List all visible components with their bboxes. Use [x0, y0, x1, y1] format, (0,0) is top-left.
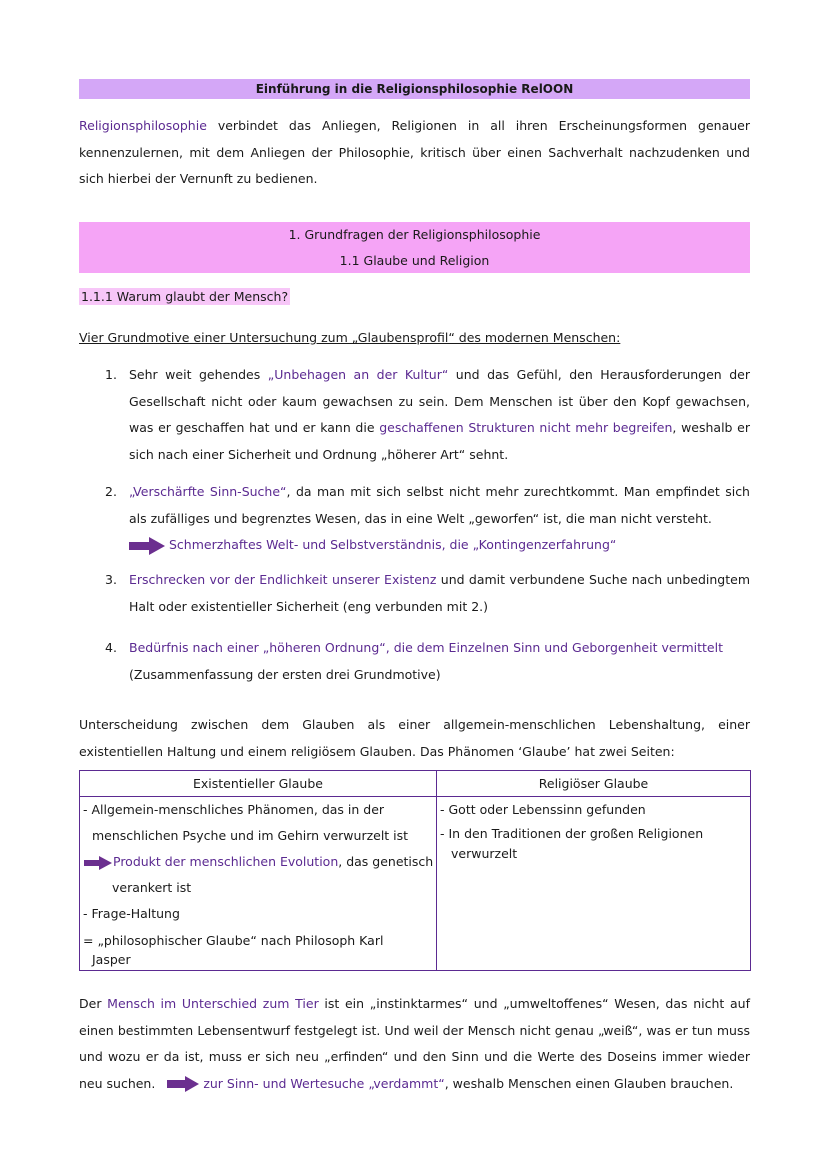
closing-highlight: Mensch im Unterschied zum Tier — [107, 996, 319, 1011]
distinction-paragraph: Unterscheidung zwischen dem Glauben als einer allgemein-menschlichen Lebenshaltung, einer existentiellen Haltung und einem religiösem Glauben. Das Phänomen ‘Glaube’ hat zwei Seiten: — [79, 717, 750, 759]
motive-text-part: Sehr weit gehendes — [129, 367, 268, 382]
table-header-existential: Existentieller Glaube — [80, 771, 437, 797]
motive-text-part: , da man mit sich selbst nicht mehr zurechtkommt. Man empfindet sich als zufälliges und begrenztes Wesen, das in eine Welt „geworfen“ ist, die man nicht versteht. — [129, 484, 750, 526]
motive-text — [129, 635, 750, 688]
cell-line: - Gott oder Lebenssinn gefunden — [440, 802, 646, 817]
cell-line: = „philosophischer Glaube“ nach Philosoph Karl — [83, 933, 384, 948]
motive-text-part: und damit verbundene Suche nach unbedingtem Halt oder existentieller Sicherheit (eng verbunden mit 2.) — [129, 572, 750, 614]
cell-line: verankert ist — [112, 880, 192, 895]
motive-highlight: Bedürfnis nach einer „höheren Ordnung“, die dem Einzelnen Sinn und Geborgenheit vermittelt — [129, 640, 723, 655]
motive-highlight: Schmerzhaftes Welt- und Selbstverständnis, die „Kontingenzerfahrung“ — [169, 537, 617, 552]
motive-highlight: geschaffenen Strukturen nicht mehr begreifen — [379, 420, 673, 435]
closing-highlight: zur Sinn- und Wertesuche „verdammt“ — [203, 1075, 445, 1091]
table-header-religious: Religiöser Glaube — [437, 771, 751, 797]
document-title: Einführung in die Religionsphilosophie RelOON — [79, 79, 750, 99]
motive-number: 4. — [105, 640, 117, 655]
closing-text: Der — [79, 996, 108, 1011]
motive-text-part: , weshalb er sich nach einer Sicherheit und Ordnung „höherer Art“ sehnt. — [129, 420, 751, 462]
motive-number: 3. — [105, 572, 117, 587]
cell-line — [80, 849, 436, 875]
comparison-table — [79, 770, 751, 971]
motive-number: 2. — [105, 484, 117, 499]
intro-text: verbindet das Anliegen, Religionen in all ihren Erscheinungsformen genauer kennenzulernen, mit dem Anliegen der Philosophie, kritisch über einen Sachverhalt nachzudenken und sich hierbei der Vernunft zu bedienen. — [79, 118, 750, 186]
table-cell-religious — [437, 797, 751, 971]
arrow-right-icon — [129, 537, 165, 555]
cell-highlight: Produkt der menschlichen Evolution — [113, 854, 339, 869]
arrow-right-icon — [167, 1076, 199, 1092]
motives-heading: Vier Grundmotive einer Untersuchung zum „Glaubensprofil“ des modernen Menschen: — [79, 330, 621, 345]
motive-number: 1. — [105, 367, 117, 382]
motive-text-part: und das Gefühl, den Herausforderungen der Gesellschaft nicht oder kaum gewachsen zu sein. Dem Menschen ist über den Kopf gewachsen, was er geschaffen hat und er kann die — [129, 367, 750, 435]
cell-line: - Frage-Haltung — [83, 906, 180, 921]
table-cell-existential — [80, 797, 437, 971]
section-header — [79, 222, 750, 273]
motive-text — [129, 362, 750, 468]
intro-term: Religionsphilosophie — [79, 118, 207, 133]
cell-line: - In den Traditionen der großen Religionen — [440, 826, 704, 841]
intro-paragraph — [79, 113, 750, 193]
cell-line: menschlichen Psyche und im Gehirn verwurzelt ist — [92, 828, 409, 843]
cell-line: verwurzelt — [451, 846, 518, 861]
closing-paragraph — [79, 991, 750, 1097]
motive-highlight: Erschrecken vor der Endlichkeit unserer Existenz — [129, 572, 437, 587]
closing-text: , weshalb Menschen einen Glauben brauchen. — [444, 1075, 734, 1091]
motive-text-part: (Zusammenfassung der ersten drei Grundmotive) — [129, 666, 441, 682]
cell-text: , das genetisch — [338, 854, 434, 869]
section-subheading: 1.1 Glaube und Religion — [339, 252, 490, 268]
motive-highlight: „Verschärfte Sinn-Suche“ — [129, 484, 287, 499]
subsection-heading-row — [79, 284, 750, 311]
cell-line: Jasper — [92, 952, 131, 967]
closing-text: ist ein „instinktarmes“ und „umweltoffenes“ Wesen, das nicht auf einen bestimmten Lebensentwurf festgelegt ist. Und weil der Mensch nicht genau „weiß“, was er tun muss und wozu er da ist, muss er sich neu „erfinden“ und den Sinn und die Werte des Doseins immer wieder neu suchen. — [79, 996, 750, 1091]
subsection-heading: 1.1.1 Warum glaubt der Mensch? — [81, 289, 289, 304]
motive-text — [129, 479, 750, 559]
cell-line: - Allgemein-menschliches Phänomen, das in der — [83, 802, 385, 817]
motive-text — [129, 567, 750, 620]
arrow-right-icon — [84, 856, 112, 870]
motive-highlight: „Unbehagen an der Kultur“ — [267, 367, 449, 382]
section-heading: 1. Grundfragen der Religionsphilosophie — [288, 227, 541, 242]
